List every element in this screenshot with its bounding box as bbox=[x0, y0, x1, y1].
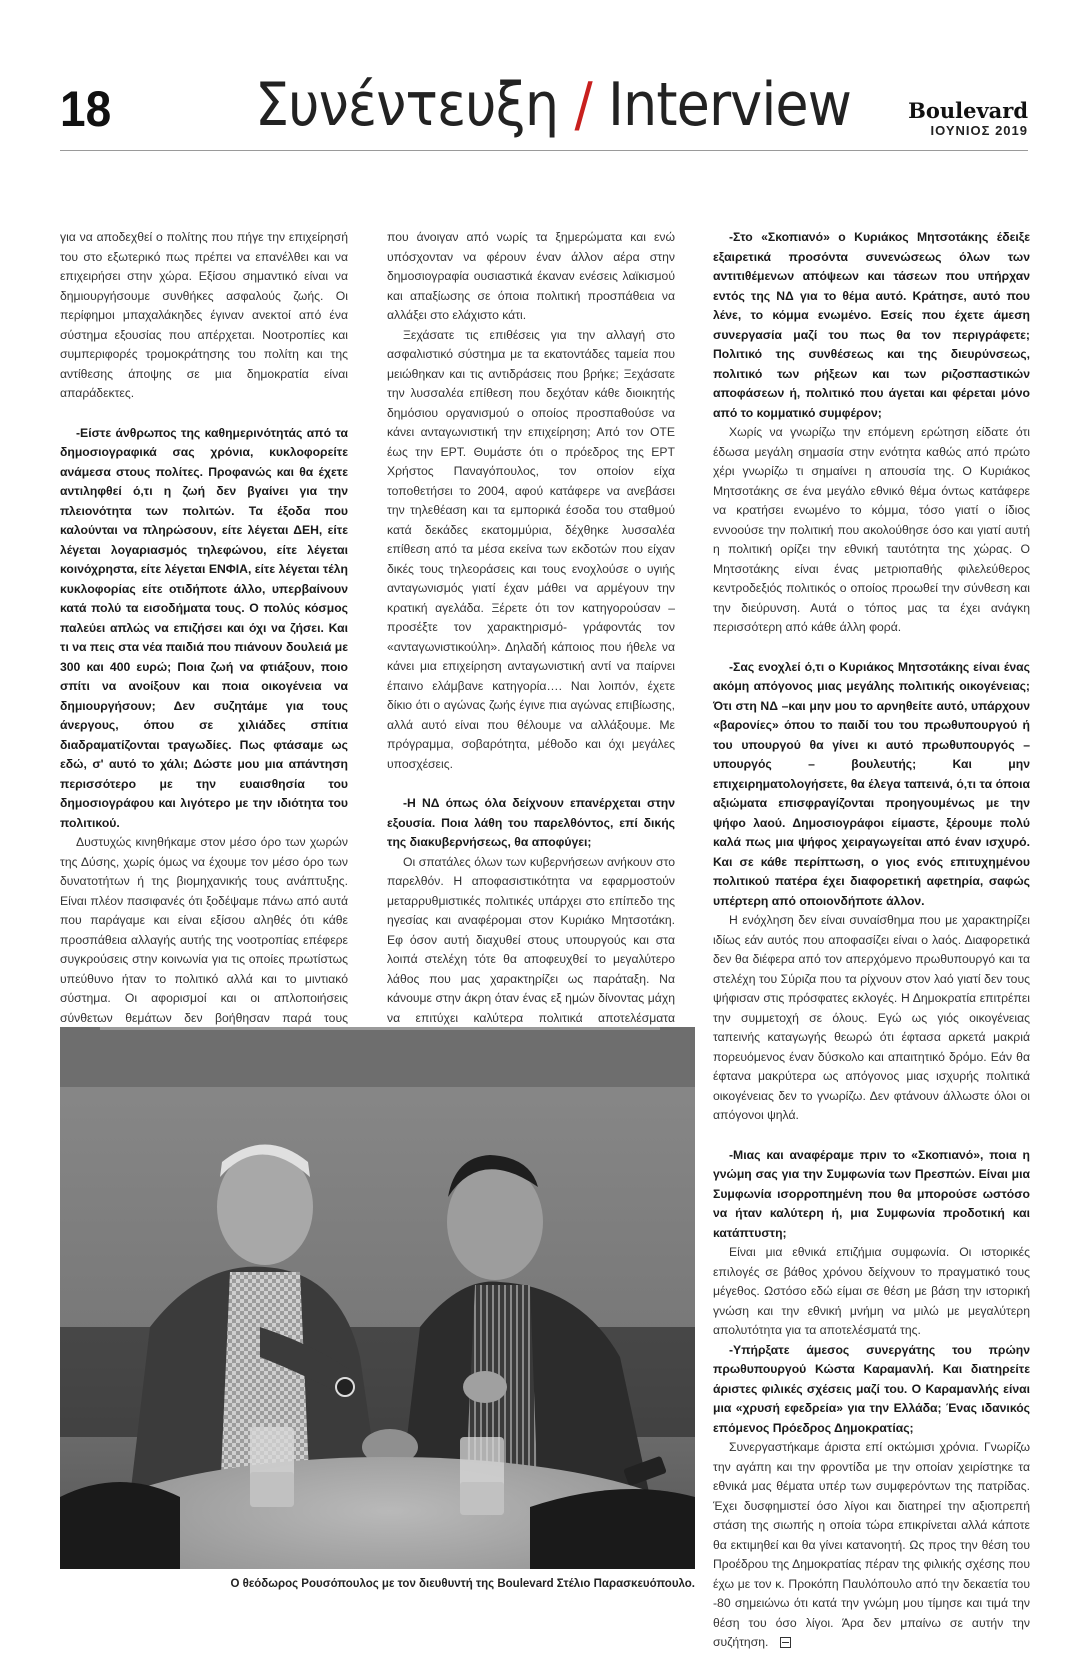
paragraph-text: Είναι μια εθνικά επιζήμια συμφωνία. Οι ιστορικές επιλογές σε βάθος χρόνου δείχνουν το πραγματικό τους μέγεθος. Ωστόσο εδώ είμαι σε θέση με βάση την ιστορική γνώση και την εθνική μνήμη να μιλώ με μεγαλύτερη απολυτότητα για τα αποτελέσματά της. bbox=[713, 1245, 1030, 1337]
interview-answer bbox=[713, 423, 1030, 638]
interview-answer bbox=[387, 228, 675, 326]
section-title-greek: Συνέντευξη bbox=[255, 70, 559, 140]
paragraph-text: Χωρίς να γνωρίζω την επόμενη ερώτηση είδατε ότι έδωσα μεγάλη σημασία στην ενότητα καθώς από πρώτο χέρι γνωρίζω τι σημαίνει η απουσία της. Ο Κυριάκος Μητσοτάκης σε ένα μεγάλο εθνικό θέμα όντως κατάφερε να κρατήσει ενωμένο το κόμμα, τόσο γιατί ο ίδιος εννοούσε την πολιτική που ακολούθησε όσο και γιατί αυτή η πολιτική ορίζει την εθνική ταυτότητα της χώρας. Ο Μητσοτάκης είναι ένας μετριοπαθής φιλελεύθερος κεντροδεξιός πολιτικός ο οποίος προωθεί την σύνθεση και την διεύρυνση. Αυτά ο τόπος μας τα έχει ανάγκη περισσότερη από κάθε άλλη φορά. bbox=[713, 425, 1030, 634]
paragraph-text: για να αποδεχθεί ο πολίτης που πήγε την επιχείρησή του στο εξωτερικό πως πρέπει να επανέλθει και να επιχειρήσει στην χώρα. Εξίσου σημαντικό είναι να δημιουργήσουμε συνθήκες ασφαλούς ζωής. Οι περίφημοι μπαχαλάκηδες έγιναν ανεκτοί από ένα σύστημα εξουσίας που απέρχεται. Νοοτροπίες και συμπεριφορές τρομοκράτησης του πολίτη και της αντίθεσης άποψης σε μια δημοκρατία είναι απαράδεκτες. bbox=[60, 230, 348, 400]
interview-question bbox=[387, 794, 675, 853]
interview-question bbox=[713, 228, 1030, 423]
paragraph-text: -Υπήρξατε άμεσος συνεργάτης του πρώην πρωθυπουργού Κώστα Καραμανλή. Και διατηρείτε άριστες φιλικές σχέσεις μαζί του. Ο Καραμανλής είναι μια «χρυσή εφεδρεία» για την Ελλάδα; Ένας ιδανικός επόμενος Πρόεδρος Δημοκρατίας; bbox=[713, 1342, 1030, 1435]
paragraph-text: Δυστυχώς κινηθήκαμε στον μέσο όρο των χωρών της Δύσης, χωρίς όμως να έχουμε τον μέσο όρο των δυνατοτήτων ή της βιομηχανικής τους ανάπτυξης. Είναι πλέον πασιφανές ότι ξοδέψαμε πάνω από αυτά που παράγαμε και είναι εξίσου αληθές ότι κάθε προσπάθεια αλλαγής αυτής της νοοτροπίας επέφερε συγκρούσεις στην κοινωνία για τις οποίες πρωτίστως υπεύθυνο ήταν το πολιτικό αλλά και το μιντιακό σύστημα. Οι αφορισμοί και οι απλοποιήσεις σύνθετων θεμάτων δεν βοήθησαν παρά τους bbox=[60, 835, 348, 1025]
paragraph-text: -Η ΝΔ όπως όλα δείχνουν επανέρχεται στην εξουσία. Ποια λάθη του παρελθόντος, επί δικής της διακυβερνήσεως, θα αποφύγει; bbox=[387, 796, 675, 849]
paragraph-text: Η ενόχληση δεν είναι συναίσθημα που με χαρακτηρίζει ιδίως εάν αυτός που αποφασίζει είναι ο λαός. Διαφορετικά δεν θα διέφερα από τον απερχόμενο πρωθυπουργό και τα στελέχη του Σύριζα που τα ρίχνουν στον λαό γιατί δεν τους ψήφισαν στις πρόσφατες εκλογές. Η Δημοκρατία επιτρέπει την συμμετοχή σε όλους. Εγώ ως γιός οικογένειας ταπεινής καταγωγής θεωρώ ότι έφτασα αρκετά μακριά πορευόμενος έναν δύσκολο και απαιτητικό δρόμο. Εάν θα έφτανα μακρύτερα ως απόγονος μιας ισχυρής πολιτικά οικογένειας δεν το γνωρίζω. Δεν φτάνουν άλλωστε όλοι οι απόγονοι ψηλά. bbox=[713, 913, 1030, 1122]
section-title-english: Interview bbox=[608, 70, 852, 140]
interview-answer bbox=[60, 228, 348, 404]
page-number: 18 bbox=[60, 81, 112, 137]
text-column-1 bbox=[60, 228, 348, 1145]
paragraph-text: -Μιας και αναφέραμε πριν το «Σκοπιανό», ποια η γνώμη σας για την Συμφωνία των Πρεσπών. Είναι μια Συμφωνία ισορροπημένη που θα μπορούσε ωστόσο να ήταν καλύτερη ή, μια Συμφωνία προδοτική και κατάπτυστη; bbox=[713, 1147, 1030, 1240]
paragraph-text: -Είστε άνθρωπος της καθημερινότητάς από τα δημοσιογραφικά σας χρόνια, κυκλοφορείτε ανάμεσα στους πολίτες. Προφανώς και θα έχετε αντιληφθεί ό,τι η ζωή δεν βγαίνει για την πλειονότητα των πολιτών. Τα έξοδα που καλούνται να πληρώσουν, είτε λέγεται ΔΕΗ, είτε λέγεται λογαριασμός τηλεφώνου, είτε λέγεται κοινόχρηστα, είτε λέγεται ΕΝΦΙΑ, είτε λέγεται τέλη κυκλοφορίας είτε οτιδήποτε άλλο, υπερβαίνουν κατά πολύ τα εισοδήματα τους. Ο πολύς κόσμος παλεύει απλώς να επιζήσει και όχι να ζήσει. Και τι να πεις στα νέα παιδιά που πιάνουν δουλειά με 300 και 400 ευρώ; Ποια ζωή να φτιάξουν, ποιο σπίτι να ανοίξουν και ποια οικογένεια να δημιουργήσουν; Δεν συζητάμε για τους άνεργους, όπου σε χιλιάδες σπίτια διαδραματίζονται τραγωδίες. Πως φτάσαμε ως εδώ, σ' αυτό το χάλι; Δώστε μου μια απάντηση περισσότερο με την ευαισθησία του δημοσιογράφου και λιγότερο με την ιδιότητα του πολιτικού. bbox=[60, 425, 348, 830]
paragraph-gap bbox=[713, 638, 1030, 658]
issue-date: ΙΟΥΝΙΟΣ 2019 bbox=[930, 123, 1028, 138]
text-column-3 bbox=[713, 228, 1030, 1653]
photo-caption: Ο θεόδωρος Ρουσόπουλος με τον διευθυντή της Boulevard Στέλιο Παρασκευόπουλο. bbox=[230, 1578, 695, 1590]
header-rule bbox=[60, 150, 1028, 151]
interview-answer bbox=[387, 326, 675, 775]
section-title-slash: / bbox=[574, 70, 592, 140]
interview-question bbox=[60, 424, 348, 834]
paragraph-text: Συνεργαστήκαμε άριστα επί οκτώμισι χρόνια. Γνωρίζω την αγάπη και την φροντίδα με την οποίαν χειρίστηκε τα εθνικά μας θέματα υπέρ των συμφερόντων της πατρίδας. Έχει δυσφημιστεί όσο λίγοι και διατηρεί την αξιοπρεπή στάση της σιωπής η οποία τώρα επικρίνεται αλλά κάποτε θα εκτιμηθεί και θα γίνει κατανοητή. Ως προς την θέση του Προέδρου της Δημοκρατίας πέραν της φιλικής σχέσης που έχω με τον κ. Προκόπη Παυλόπουλο από την δεκαετία του -80 σημειώνω ότι κατά την γνώμη μου τίμησε και τιμά την θέση του όσο λίγοι. Άρα δεν μπαίνω σε αυτήν την συζήτηση. bbox=[713, 1440, 1030, 1649]
paragraph-gap bbox=[60, 404, 348, 424]
paragraph-gap bbox=[713, 1126, 1030, 1146]
interview-answer bbox=[713, 911, 1030, 1126]
paragraph-text: Οι σπατάλες όλων των κυβερνήσεων ανήκουν στο παρελθόν. Η αποφασιστικότητα να εφαρμοστούν μεταρρυθμιστικές πολιτικές υπάρχει στο επίπεδο της ηγεσίας και αναφέρομαι στον Κυριάκο Μητσοτάκη. Εφ όσον αυτή διαχυθεί στους υπουργούς και στα λοιπά στελέχη τότε θα αποφευχθεί το μεγαλύτερο λάθος που μας χαρακτηρίζει ως παράταξη. Να κάνουμε στην άκρη όταν ένας εξ ημών δίνοντας μάχη να επιτύχει καλύτερα πολιτικά αποτελέσματα bbox=[387, 854, 675, 1025]
brand-name: Boulevard bbox=[908, 98, 1028, 123]
interview-question bbox=[713, 1146, 1030, 1244]
paragraph-text: -Σας ενοχλεί ό,τι ο Κυριάκος Μητσοτάκης είναι ένας ακόμη απόγονος μιας μεγάλης πολιτικής οικογένειας; Ότι στη ΝΔ –και μην μου το αρνηθείτε αυτό, υπάρχουν «βαρονίες» όπου το παιδί του του πρωθυπουργού ή του υπουργού θα γίνει κι αυτό πρωθυπουργός – υπουργός – βουλευτής; Και μην επιχειρηματολογήσετε, θα έλεγα ταπεινά, ό,τι τα όποια αξιώματα επισφραγίζονται προηγουμένως με την ψήφο λαού. Δημοσιογράφοι είμαστε, ξέρουμε πολύ καλά πως μια ψήφος χειραγωγείται από έναν ισχυρό. Και σε κάθε περίπτωση, ο γιος ενός επιτυχημένου πολιτικού πατέρα έχει διαφορετική αφετηρία, σαφώς υπέρτερη από οποιονδήποτε άλλον. bbox=[713, 659, 1030, 908]
interview-answer bbox=[713, 1438, 1030, 1653]
paragraph-text: Ξεχάσατε τις επιθέσεις για την αλλαγή στο ασφαλιστικό σύστημα με τα εκατοντάδες ταμεία που μειώθηκαν και τις αντιδράσεις που βρήκε; Ξεχάσατε την λυσσαλέα επίθεση που δεχόταν κάθε διοικητής δημόσιου οργανισμού ο οποίος προσπαθούσε να κάνει ανταγωνιστική την επιχείρηση; Από τον ΟΤΕ έως την ΕΡΤ. Θυμάστε ότι ο πρόεδρος της ΕΡΤ Χρήστος Παναγόπουλος, τον οποίον είχα τοποθετήσει το 2004, αφού κατάφερε να ανεβάσει την τηλεθέαση και τα εμπορικά έσοδα του σταθμού κατά δεκάδες εκατομμύρια, δέχθηκε λυσσαλέα επίθεση από τα μέσα εκείνα των εκδοτών που είχαν δικές τους τηλεοράσεις και τους ενοχλούσε ο υγιής ανταγωνισμός γιατί έχαν μάθει να αρμέγουν την κρατική αγελάδα. Ξέρετε ότι τον κατηγορούσαν –προσέξτε τον χαρακτηρισμό- γράφοντάς τον «ανταγωνιστικούλη». Δηλαδή κάποιος που ήθελε να κάνει μια επιχείρηση ανταγωνιστική αντί να παίρνει έπαινο ελάμβανε κατηγορία…. Ναι λοιπόν, έχετε δίκιο ότι ο αγώνας ζωής έγινε πια αγώνας επιβίωσης, αλλά αυτό είναι που θέλουμε να αλλάξουμε. Με πρόγραμμα, σοβαρότητα, μέθοδο και όχι μεγάλες υποσχέσεις. bbox=[387, 327, 675, 771]
paragraph-gap bbox=[387, 774, 675, 794]
interview-question bbox=[713, 658, 1030, 912]
paragraph-text: -Στο «Σκοπιανό» ο Κυριάκος Μητσοτάκης έδειξε εξαιρετικά προσόντα συνενώσεως όλων των αντιτιθέμενων απόψεων και τάσεων που υπήρχαν εντός της ΝΔ για το θέμα αυτό. Κράτησε, αυτό που λένε, το κόμμα ενωμένο. Εσείς που έχετε άμεση συνεργασία μαζί του πως θα τον περιγράφετε; Πολιτικό της συνθέσεως και της διευρύνσεως, πολιτικό των ρήξεων και των ριζοσπαστικών αποφάσεων ή, πολιτικό που άγεται και φέρεται μόνο από το κομματικό συμφέρον; bbox=[713, 230, 1030, 420]
masthead bbox=[908, 98, 1028, 138]
interview-answer bbox=[713, 1243, 1030, 1341]
section-title bbox=[255, 70, 851, 140]
text-column-2 bbox=[387, 228, 675, 1106]
paragraph-text: που άνοιγαν από νωρίς τα ξημερώματα και ενώ υπόσχονταν να φέρουν έναν άλλον αέρα στην δημοσιογραφία ουσιαστικά έκαναν ενέσεις λαϊκισμού και απαξίωσης σε όποια πολιτική προσπάθεια να αλλάξει στο ελάχιστο κάτι. bbox=[387, 230, 675, 322]
interview-question bbox=[713, 1341, 1030, 1439]
interview-photo bbox=[60, 1027, 695, 1569]
end-of-article-icon bbox=[780, 1637, 791, 1648]
